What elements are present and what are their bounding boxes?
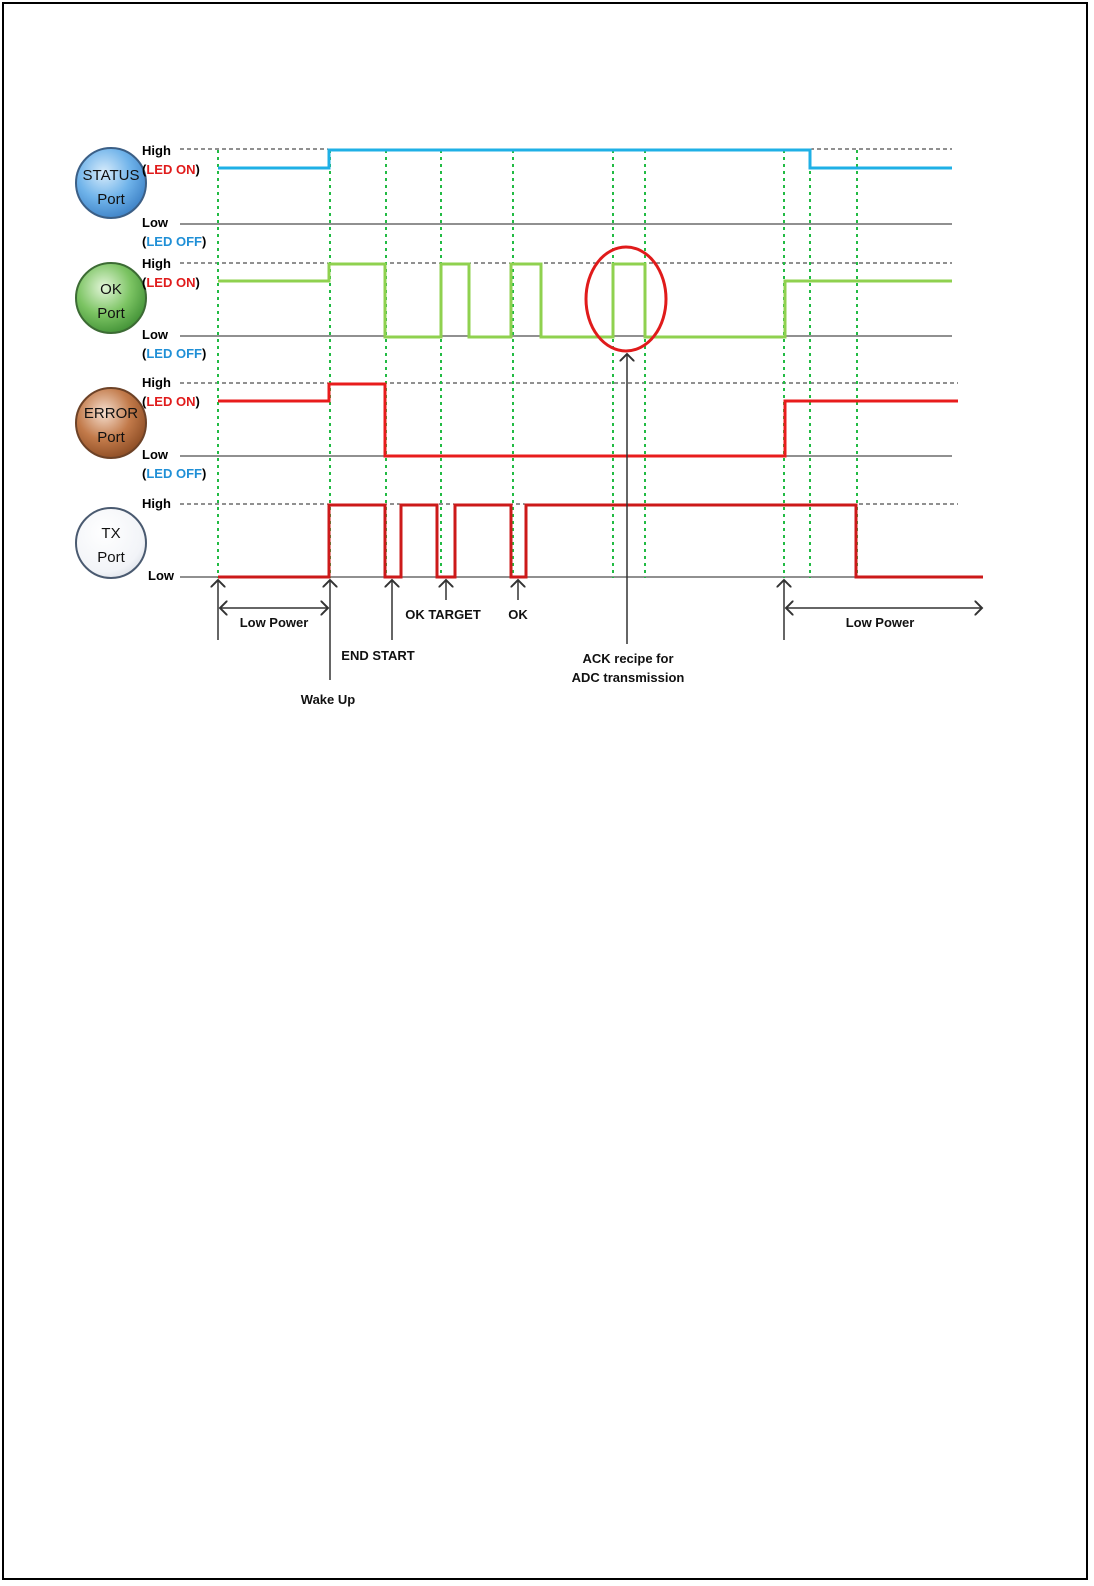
end-start-label: END START — [341, 648, 415, 663]
level-reference-lines — [180, 149, 958, 577]
low-power-right-label: Low Power — [845, 615, 915, 630]
low-power-left-label: Low Power — [239, 615, 309, 630]
tx-port-sub: Port — [97, 549, 125, 566]
tx-port-name: TX — [101, 525, 121, 542]
status-level-labels — [142, 143, 206, 249]
tx-low-label: Low — [148, 568, 174, 583]
error-port-circle — [76, 388, 146, 458]
ack-label-line1: ACK recipe for — [582, 651, 674, 666]
error-led-on-label: (LED ON) — [142, 394, 200, 409]
tx-port-circle — [76, 508, 146, 578]
ack-label-line2: ADC transmission — [571, 670, 685, 685]
status-led-on-label: (LED ON) — [142, 162, 200, 177]
time-guides — [218, 150, 857, 578]
error-led-off-label: (LED OFF) — [142, 466, 207, 481]
status-low-label: Low — [142, 215, 168, 230]
error-high-label: High — [142, 375, 171, 390]
ok-port-sub: Port — [97, 305, 125, 322]
wake-up-label: Wake Up — [300, 692, 356, 707]
tx-level-labels — [142, 496, 175, 583]
status-port-badge — [76, 148, 146, 218]
event-arrows — [218, 354, 982, 680]
error-level-labels — [142, 375, 206, 481]
ok-port-badge — [76, 263, 146, 333]
ok-target-label: OK TARGET — [405, 607, 481, 622]
tx-waveform — [218, 505, 983, 577]
ok-led-off-label: (LED OFF) — [142, 346, 207, 361]
ok-level-labels — [142, 256, 206, 361]
status-port-name: STATUS — [82, 167, 140, 184]
ok-high-label: High — [142, 256, 171, 271]
error-port-badge — [76, 388, 146, 458]
ok-port-name: OK — [100, 281, 122, 298]
status-waveform — [218, 150, 952, 168]
tx-port-badge — [76, 508, 146, 578]
ok-led-on-label: (LED ON) — [142, 275, 200, 290]
ok-port-circle — [76, 263, 146, 333]
error-port-name: ERROR — [83, 405, 139, 422]
tx-high-label: High — [142, 496, 171, 511]
error-port-sub: Port — [97, 429, 125, 446]
status-port-sub: Port — [97, 191, 125, 208]
error-low-label: Low — [142, 447, 168, 462]
status-high-label: High — [142, 143, 171, 158]
timing-diagram — [0, 0, 1094, 720]
ok-low-label: Low — [142, 327, 168, 342]
ok-label: OK — [508, 607, 528, 622]
annotations — [240, 607, 915, 707]
status-led-off-label: (LED OFF) — [142, 234, 207, 249]
